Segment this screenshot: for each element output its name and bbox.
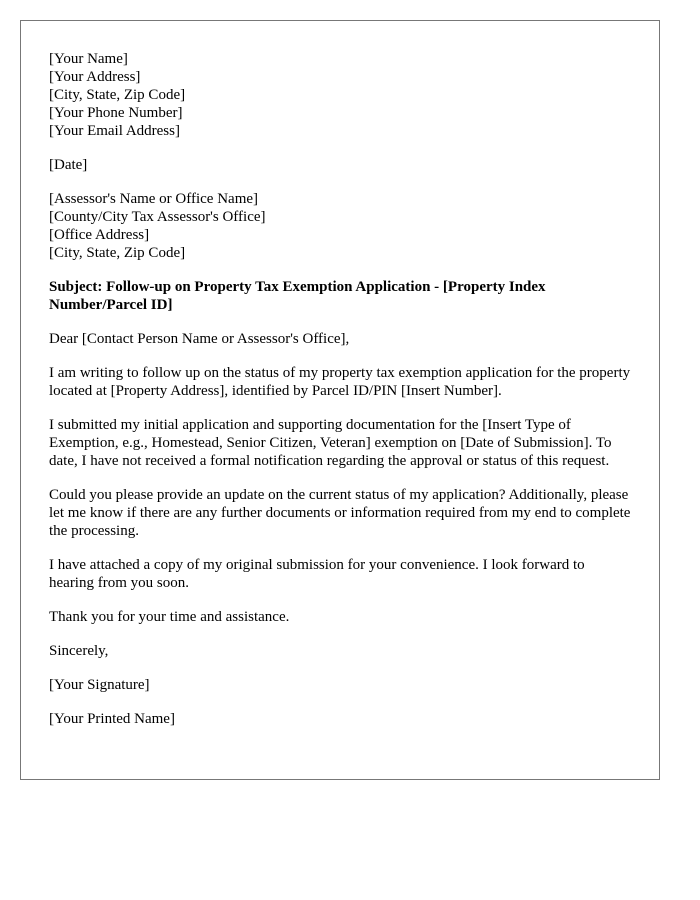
sender-email: [Your Email Address] — [49, 123, 180, 139]
body-paragraph-5: Thank you for your time and assistance. — [49, 609, 290, 625]
body-paragraph-4: I have attached a copy of my original submission for your convenience. I look forward to hearing from you soon. — [49, 557, 585, 591]
recipient-city-state-zip: [City, State, Zip Code] — [49, 245, 186, 261]
letter-page — [20, 20, 660, 780]
closing: Sincerely, — [49, 643, 109, 659]
date-block — [49, 156, 631, 174]
body-paragraph-2: I submitted my initial application and supporting documentation for the [Insert Type of Exemption, e.g., Homestead, Senior Citizen, Veteran] exemption on [Date of Submission]. To date, I have not received a formal notification regarding the approval or status of this request. — [49, 417, 612, 469]
body-paragraph-3: Could you please provide an update on the current status of my application? Additionally, please let me know if there are any further documents or information required from my end to complete the processing. — [49, 487, 631, 539]
sender-block — [49, 50, 631, 140]
sender-city-state-zip: [City, State, Zip Code] — [49, 87, 186, 103]
signature-placeholder: [Your Signature] — [49, 677, 150, 693]
sender-phone: [Your Phone Number] — [49, 105, 183, 121]
recipient-address: [Office Address] — [49, 227, 150, 243]
recipient-office: [County/City Tax Assessor's Office] — [49, 209, 266, 225]
recipient-block — [49, 190, 631, 262]
salutation: Dear [Contact Person Name or Assessor's Office], — [49, 331, 350, 347]
body-paragraph-1: I am writing to follow up on the status of my property tax exemption application for the property located at [Property Address], identified by Parcel ID/PIN [Insert Number]. — [49, 365, 631, 399]
recipient-name: [Assessor's Name or Office Name] — [49, 191, 259, 207]
sender-address: [Your Address] — [49, 69, 141, 85]
sender-name: [Your Name] — [49, 51, 128, 67]
subject-line: Subject: Follow-up on Property Tax Exemption Application - [Property Index Number/Parcel ID] — [49, 279, 546, 313]
printed-name: [Your Printed Name] — [49, 711, 175, 727]
letter-date: [Date] — [49, 157, 88, 173]
